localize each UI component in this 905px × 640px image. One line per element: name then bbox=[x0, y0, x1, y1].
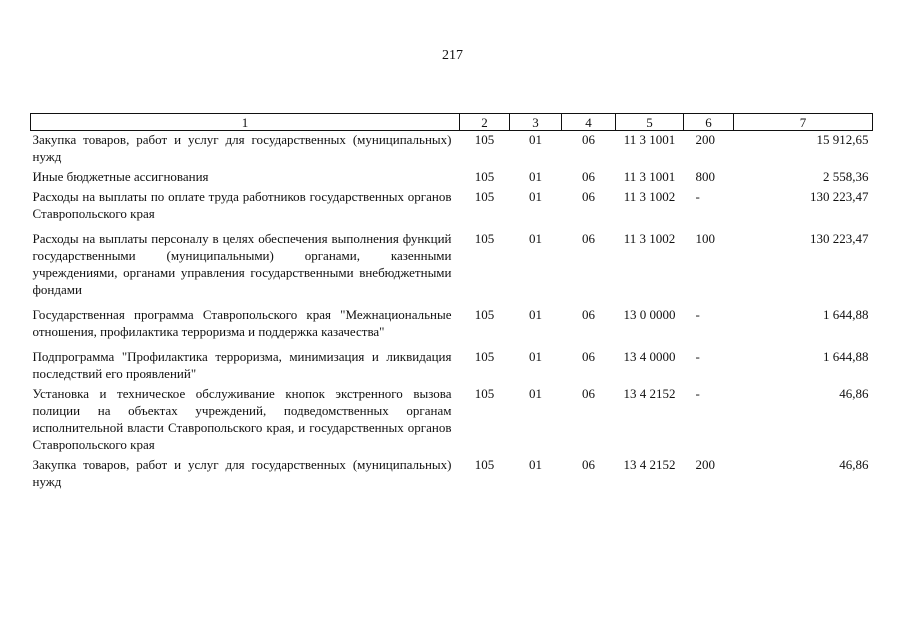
row-section-code: 01 bbox=[529, 231, 542, 246]
header-row bbox=[31, 114, 873, 131]
row-name: Закупка товаров, работ и услуг для государственных (муниципальных) нужд bbox=[32, 132, 452, 164]
row-subsection-code: 06 bbox=[582, 307, 595, 322]
row-amount: 46,86 bbox=[839, 457, 869, 472]
row-ministry-code: 105 bbox=[474, 386, 495, 401]
row-expense-type: 200 bbox=[695, 132, 715, 147]
table-row bbox=[31, 188, 873, 230]
table-row bbox=[31, 230, 873, 306]
row-subsection-code: 06 bbox=[582, 231, 595, 246]
row-ministry-code: 105 bbox=[474, 231, 495, 246]
row-target-article: 13 0 0000 bbox=[623, 307, 676, 322]
row-name: Подпрограмма "Профилактика терроризма, минимизация и ликвидация последствий его проявлений" bbox=[32, 349, 452, 381]
column-header-7: 7 bbox=[734, 114, 873, 131]
row-amount: 1 644,88 bbox=[823, 349, 869, 364]
row-amount: 130 223,47 bbox=[810, 231, 869, 246]
table-row bbox=[31, 348, 873, 385]
row-section-code: 01 bbox=[529, 307, 542, 322]
row-name: Расходы на выплаты персоналу в целях обеспечения выполнения функций государственными (муниципальными) органами, казенными учреждениями, органами управления государственными внебюджетными фондами bbox=[32, 231, 452, 297]
table-row bbox=[31, 131, 873, 169]
row-expense-type: - bbox=[695, 349, 700, 364]
column-header-4: 4 bbox=[562, 114, 616, 131]
row-subsection-code: 06 bbox=[582, 457, 595, 472]
column-header-1: 1 bbox=[31, 114, 460, 131]
row-expense-type: 800 bbox=[695, 169, 715, 184]
row-target-article: 11 3 1001 bbox=[623, 132, 676, 147]
row-target-article: 11 3 1001 bbox=[623, 169, 676, 184]
row-ministry-code: 105 bbox=[474, 457, 495, 472]
table-row bbox=[31, 306, 873, 348]
row-section-code: 01 bbox=[529, 132, 542, 147]
row-subsection-code: 06 bbox=[582, 189, 595, 204]
row-target-article: 11 3 1002 bbox=[623, 231, 676, 246]
row-section-code: 01 bbox=[529, 349, 542, 364]
row-name: Расходы на выплаты по оплате труда работников государственных органов Ставропольского края bbox=[32, 189, 452, 221]
table-row bbox=[31, 168, 873, 188]
budget-table bbox=[30, 113, 873, 493]
column-header-3: 3 bbox=[510, 114, 562, 131]
row-expense-type: 100 bbox=[695, 231, 715, 246]
row-section-code: 01 bbox=[529, 386, 542, 401]
row-amount: 2 558,36 bbox=[823, 169, 869, 184]
row-amount: 130 223,47 bbox=[810, 189, 869, 204]
row-expense-type: - bbox=[695, 189, 700, 204]
row-section-code: 01 bbox=[529, 189, 542, 204]
row-target-article: 11 3 1002 bbox=[623, 189, 676, 204]
row-expense-type: - bbox=[695, 307, 700, 322]
row-section-code: 01 bbox=[529, 457, 542, 472]
row-subsection-code: 06 bbox=[582, 349, 595, 364]
row-target-article: 13 4 2152 bbox=[623, 457, 676, 472]
row-subsection-code: 06 bbox=[582, 132, 595, 147]
row-amount: 1 644,88 bbox=[823, 307, 869, 322]
row-name: Иные бюджетные ассигнования bbox=[32, 169, 209, 184]
row-subsection-code: 06 bbox=[582, 169, 595, 184]
row-amount: 15 912,65 bbox=[816, 132, 869, 147]
row-ministry-code: 105 bbox=[474, 132, 495, 147]
row-name: Государственная программа Ставропольского края "Межнациональные отношения, профилактика терроризма и поддержка казачества" bbox=[32, 307, 452, 339]
row-subsection-code: 06 bbox=[582, 386, 595, 401]
row-ministry-code: 105 bbox=[474, 169, 495, 184]
row-name: Установка и техническое обслуживание кнопок экстренного вызова полиции на объектах учреждений, подведомственных органам исполнительной власти Ставропольского края, и государственных органов Ставропольского края bbox=[32, 386, 452, 452]
row-expense-type: 200 bbox=[695, 457, 715, 472]
row-target-article: 13 4 2152 bbox=[623, 386, 676, 401]
row-target-article: 13 4 0000 bbox=[623, 349, 676, 364]
page-number: 217 bbox=[442, 48, 463, 63]
row-amount: 46,86 bbox=[839, 386, 869, 401]
column-header-6: 6 bbox=[684, 114, 734, 131]
column-header-5: 5 bbox=[616, 114, 684, 131]
row-ministry-code: 105 bbox=[474, 349, 495, 364]
column-header-2: 2 bbox=[460, 114, 510, 131]
row-ministry-code: 105 bbox=[474, 189, 495, 204]
row-expense-type: - bbox=[695, 386, 700, 401]
row-ministry-code: 105 bbox=[474, 307, 495, 322]
table-row bbox=[31, 456, 873, 493]
table-row bbox=[31, 385, 873, 456]
row-name: Закупка товаров, работ и услуг для государственных (муниципальных) нужд bbox=[32, 457, 452, 489]
row-section-code: 01 bbox=[529, 169, 542, 184]
